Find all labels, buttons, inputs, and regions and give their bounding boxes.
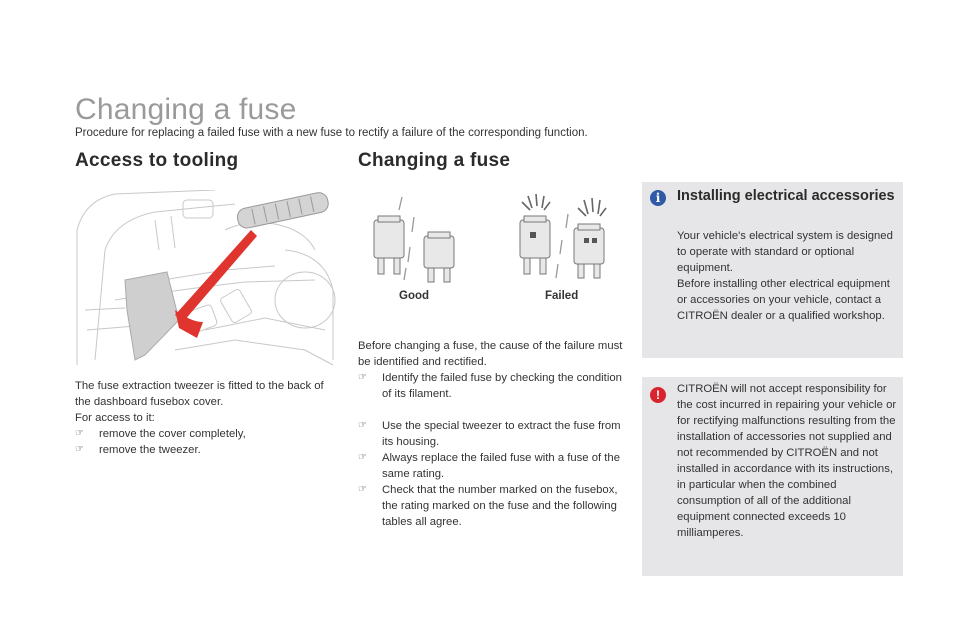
failed-fuse-illustration: [508, 192, 618, 284]
list-item: ☞ remove the tweezer.: [75, 444, 201, 456]
changing-paragraph: Before changing a fuse, the cause of the failure must be identified and rectified.: [358, 340, 623, 368]
good-label: Good: [399, 290, 430, 302]
list-item: ☞ Identify the failed fuse by checking the condition of its filament.: [358, 372, 622, 400]
list-item: ☞ Use the special tweezer to extract the fuse from its housing.: [358, 420, 621, 448]
pointing-hand-icon: ☞: [358, 372, 367, 383]
info-box: [642, 182, 903, 358]
changing-instructions: [358, 338, 623, 530]
pointing-hand-icon: ☞: [358, 420, 367, 431]
failed-label: Failed: [545, 290, 579, 302]
info-icon: i: [650, 190, 666, 206]
pointing-hand-icon: ☞: [358, 452, 367, 463]
changing-heading: Changing a fuse: [358, 150, 511, 171]
access-heading: Access to tooling: [75, 150, 239, 171]
pointing-hand-icon: ☞: [75, 428, 84, 439]
dashboard-illustration: [75, 190, 337, 368]
info-title: Installing electrical accessories: [677, 188, 895, 204]
page-subtitle: Procedure for replacing a failed fuse with a new fuse to rectify a failure of the corresponding function.: [75, 127, 588, 139]
warning-box: [642, 377, 903, 576]
info-line: Before installing other electrical equipment or accessories on your vehicle, contact a CITROËN dealer or a qualified workshop.: [677, 278, 890, 322]
access-paragraph: The fuse extraction tweezer is fitted to the back of the dashboard fusebox cover.: [75, 380, 324, 408]
list-item: ☞ Always replace the failed fuse with a fuse of the same rating.: [358, 452, 620, 480]
info-line: Your vehicle's electrical system is designed to operate with standard or optional equipment.: [677, 230, 893, 274]
info-body: [677, 228, 899, 324]
warning-icon: !: [650, 387, 666, 403]
pointing-hand-icon: ☞: [358, 484, 367, 495]
warning-text: CITROËN will not accept responsibility for the cost incurred in repairing your vehicle or for rectifying malfunctions resulting from the installation of accessories not supplied and not recommended by CITROËN and not installed in accordance with its instructions, in particular when the combined consumption of all of the additional equipment connected exceeds 10 milliamperes.: [677, 383, 897, 539]
good-fuse-illustration: [366, 192, 466, 284]
access-instructions: [75, 378, 337, 458]
access-intro: For access to it:: [75, 412, 155, 424]
list-item: ☞ Check that the number marked on the fusebox, the rating marked on the fuse and the following tables all agree.: [358, 484, 618, 528]
page-title: Changing a fuse: [75, 93, 297, 126]
list-item: ☞ remove the cover completely,: [75, 428, 246, 440]
pointing-hand-icon: ☞: [75, 444, 84, 455]
